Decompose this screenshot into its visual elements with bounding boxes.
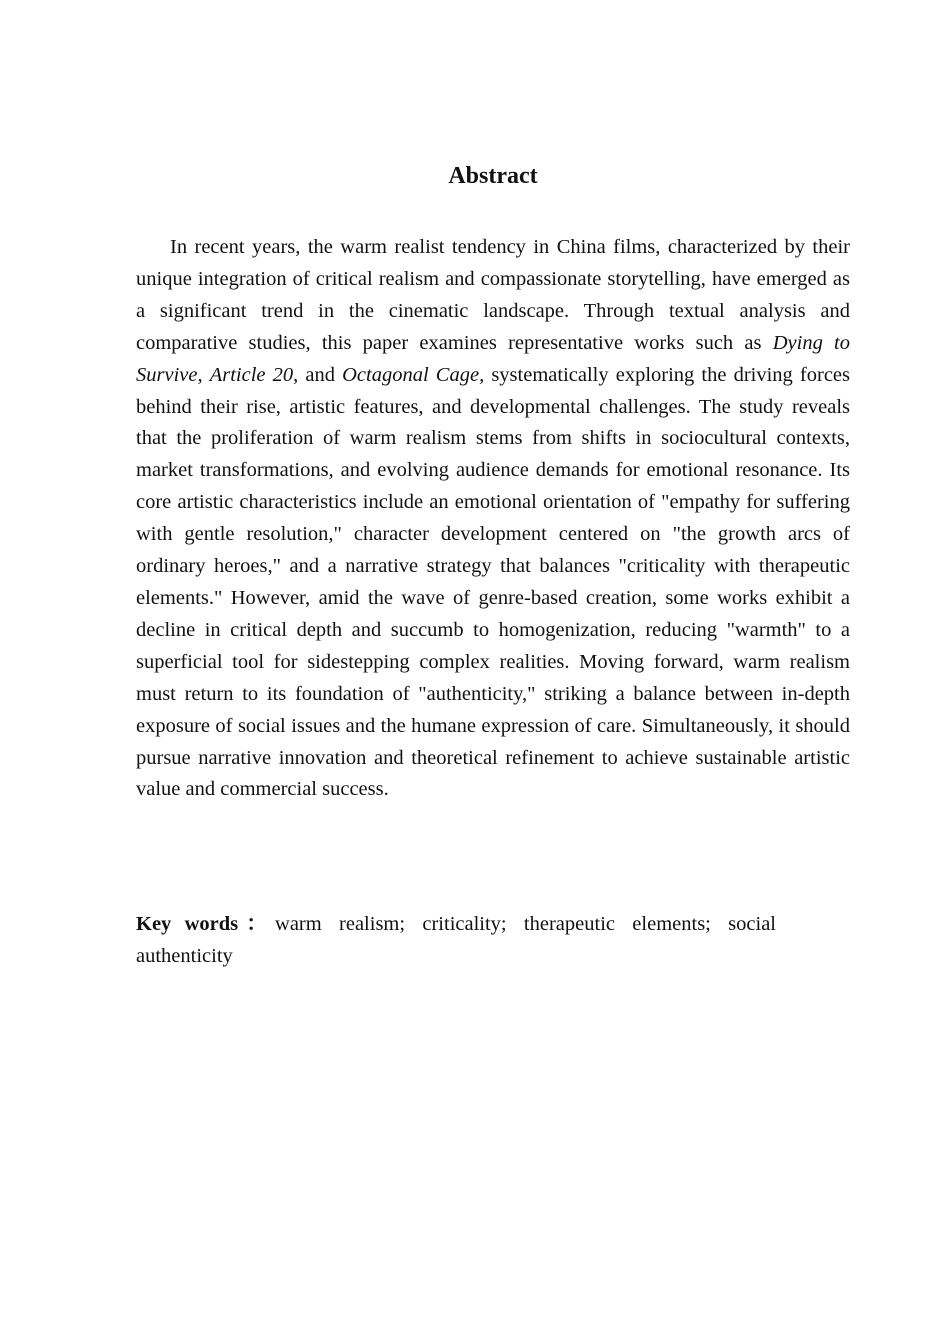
- film-title-dying-to-survive: Dying to Survive,: [136, 331, 850, 386]
- keywords-text: warm realism; criticality; therapeutic elements; social authenticity: [136, 913, 776, 967]
- abstract-separator-1: [203, 364, 210, 386]
- keywords-line: [136, 908, 776, 972]
- abstract-text-part2: systematically exploring the driving forces behind their rise, artistic features, and developmental challenges. The study reveals that the proliferation of warm realism stems from shifts in sociocultural contexts, market transformations, and evolving audience demands for emotional resonance. Its core artistic characteristics include an emotional orientation of "empathy for suffering with gentle resolution," character development centered on "the growth arcs of ordinary heroes," and a narrative strategy that balances "criticality with therapeutic elements." However, amid the wave of genre-based creation, some works exhibit a decline in critical depth and succumb to homogenization, reducing "warmth" to a superficial tool for sidestepping complex realities. Moving forward, warm realism must return to its foundation of "authenticity," striking a balance between in-depth exposure of social issues and the humane expression of care. Simultaneously, it should pursue narrative innovation and theoretical refinement to achieve sustainable artistic value and commercial success.: [136, 363, 850, 801]
- abstract-title: Abstract: [448, 163, 538, 189]
- film-title-article-20: Article 20: [209, 363, 294, 386]
- film-title-octagonal-cage: Octagonal Cage,: [342, 363, 485, 386]
- abstract-text-part1: In recent years, the warm realist tendency in China films, characterized by their unique integration of critical realism and compassionate storytelling, have emerged as a significant trend in the cinematic landscape. Through textual analysis and comparative studies, this paper examines representative works such as: [136, 236, 850, 354]
- keywords-label: Key words：: [136, 913, 276, 935]
- abstract-separator-2: , and: [293, 363, 343, 386]
- abstract-paragraph: [136, 232, 850, 806]
